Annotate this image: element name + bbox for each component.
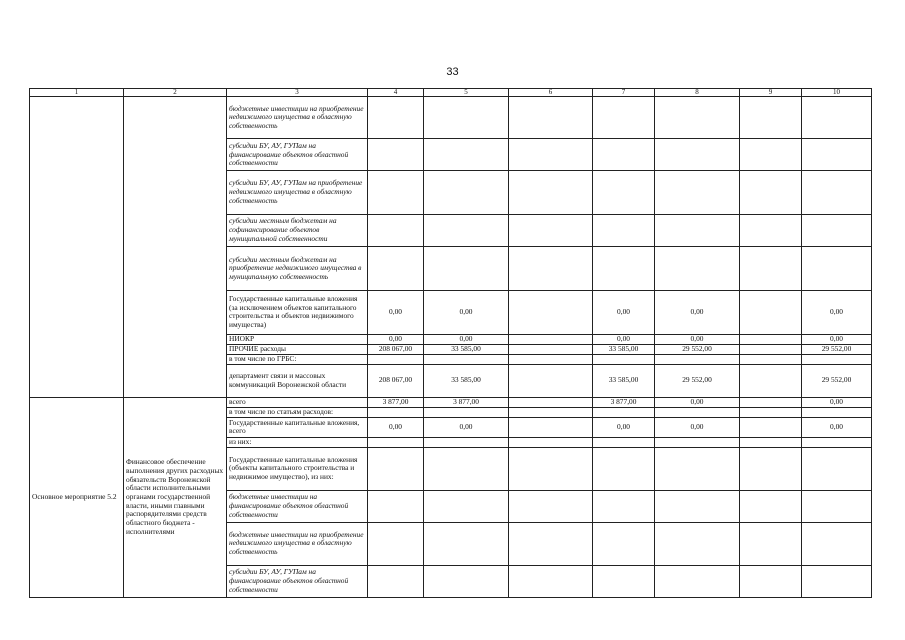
expense-item-cell: в том числе по ГРБС: — [227, 354, 368, 364]
expense-item-cell: Государственные капитальные вложения (за исключением объектов капитального строительства и объектов недвижимого имущества) — [227, 290, 368, 334]
value-cell — [655, 437, 740, 447]
value-cell — [509, 344, 593, 354]
column-header: 7 — [593, 89, 655, 97]
value-cell: 29 552,00 — [655, 344, 740, 354]
value-cell — [368, 97, 424, 139]
value-cell — [802, 97, 872, 139]
value-cell — [509, 522, 593, 565]
column-header: 6 — [509, 89, 593, 97]
value-cell — [593, 171, 655, 214]
value-cell — [740, 397, 802, 407]
value-cell: 3 877,00 — [424, 397, 509, 407]
value-cell: 0,00 — [424, 290, 509, 334]
value-cell: 33 585,00 — [424, 364, 509, 397]
value-cell — [655, 97, 740, 139]
value-cell — [509, 408, 593, 418]
expense-item-cell: НИОКР — [227, 334, 368, 344]
value-cell — [368, 490, 424, 522]
value-cell — [424, 354, 509, 364]
expense-item-cell: бюджетные инвестиции на финансирование объектов областной собственности — [227, 490, 368, 522]
measure-name-cell: Основное мероприятие 5.2 — [30, 397, 124, 597]
value-cell — [802, 437, 872, 447]
value-cell — [424, 139, 509, 171]
value-cell — [509, 97, 593, 139]
expense-item-cell: из них: — [227, 437, 368, 447]
value-cell — [655, 214, 740, 247]
value-cell: 0,00 — [424, 418, 509, 438]
value-cell — [368, 447, 424, 490]
value-cell: 0,00 — [655, 397, 740, 407]
value-cell — [740, 437, 802, 447]
value-cell — [593, 408, 655, 418]
value-cell — [368, 139, 424, 171]
value-cell — [509, 139, 593, 171]
value-cell — [802, 171, 872, 214]
value-cell — [593, 490, 655, 522]
expense-item-cell: субсидии БУ, АУ, ГУПам на приобретение недвижимого имущества в областную собственность — [227, 171, 368, 214]
value-cell: 0,00 — [368, 418, 424, 438]
expense-item-cell: субсидии местным бюджетам на приобретение недвижимого имущества в муниципальную собственность — [227, 247, 368, 290]
value-cell — [509, 290, 593, 334]
value-cell — [424, 447, 509, 490]
value-cell — [802, 214, 872, 247]
value-cell — [655, 447, 740, 490]
column-header: 2 — [124, 89, 227, 97]
expense-item-cell: субсидии БУ, АУ, ГУПам на финансирование объектов областной собственности — [227, 139, 368, 171]
value-cell — [740, 247, 802, 290]
column-header: 10 — [802, 89, 872, 97]
value-cell — [509, 364, 593, 397]
value-cell — [593, 437, 655, 447]
value-cell: 29 552,00 — [802, 344, 872, 354]
measure-description-cell: Финансовое обеспечение выполнения других расходных обязательств Воронежской области исполнительными органами государственной власти, иными главными распорядителями средств областного бюджета - исполнителями — [124, 397, 227, 597]
value-cell — [740, 214, 802, 247]
value-cell — [802, 408, 872, 418]
value-cell — [424, 247, 509, 290]
value-cell — [655, 171, 740, 214]
expense-item-cell: субсидии местным бюджетам на софинансирование объектов муниципальной собственности — [227, 214, 368, 247]
value-cell — [368, 247, 424, 290]
expense-item-cell: ПРОЧИЕ расходы — [227, 344, 368, 354]
value-cell: 0,00 — [593, 290, 655, 334]
value-cell — [740, 522, 802, 565]
value-cell — [368, 408, 424, 418]
column-header: 8 — [655, 89, 740, 97]
value-cell — [593, 447, 655, 490]
budget-table — [29, 88, 872, 598]
value-cell: 0,00 — [593, 334, 655, 344]
expense-item-cell: Государственные капитальные вложения (объекты капитального строительства и недвижимое имущество), из них: — [227, 447, 368, 490]
value-cell — [740, 418, 802, 438]
value-cell — [802, 247, 872, 290]
value-cell — [740, 408, 802, 418]
value-cell — [509, 447, 593, 490]
value-cell — [509, 247, 593, 290]
value-cell — [740, 334, 802, 344]
value-cell — [802, 490, 872, 522]
value-cell — [424, 437, 509, 447]
value-cell: 0,00 — [655, 418, 740, 438]
value-cell: 3 877,00 — [368, 397, 424, 407]
value-cell — [593, 247, 655, 290]
value-cell — [424, 565, 509, 597]
expense-item-cell: субсидии БУ, АУ, ГУПам на финансирование объектов областной собственности — [227, 565, 368, 597]
value-cell: 33 585,00 — [593, 364, 655, 397]
value-cell — [740, 344, 802, 354]
value-cell — [802, 565, 872, 597]
value-cell: 0,00 — [655, 334, 740, 344]
page-number: 33 — [446, 66, 459, 78]
expense-item-cell: Государственные капитальные вложения, всего — [227, 418, 368, 438]
value-cell — [509, 565, 593, 597]
value-cell — [740, 171, 802, 214]
expense-item-cell: бюджетные инвестиции на приобретение недвижимого имущества в областную собственность — [227, 97, 368, 139]
value-cell — [424, 214, 509, 247]
value-cell: 33 585,00 — [593, 344, 655, 354]
value-cell — [509, 397, 593, 407]
value-cell — [368, 354, 424, 364]
table-body — [30, 89, 872, 598]
value-cell — [593, 565, 655, 597]
expense-item-cell: в том числе по статьям расходов: — [227, 408, 368, 418]
value-cell: 0,00 — [593, 418, 655, 438]
value-cell — [802, 447, 872, 490]
value-cell: 0,00 — [802, 397, 872, 407]
value-cell — [593, 522, 655, 565]
value-cell: 33 585,00 — [424, 344, 509, 354]
value-cell — [509, 418, 593, 438]
value-cell: 208 067,00 — [368, 364, 424, 397]
column-header: 4 — [368, 89, 424, 97]
table-row — [30, 97, 872, 139]
value-cell: 208 067,00 — [368, 344, 424, 354]
value-cell: 0,00 — [424, 334, 509, 344]
value-cell: 0,00 — [368, 334, 424, 344]
expense-item-cell: департамент связи и массовых коммуникаций Воронежской области — [227, 364, 368, 397]
value-cell — [593, 214, 655, 247]
value-cell — [740, 364, 802, 397]
expense-item-cell: бюджетные инвестиции на приобретение недвижимого имущества в областную собственность — [227, 522, 368, 565]
value-cell — [368, 437, 424, 447]
value-cell — [655, 247, 740, 290]
value-cell: 0,00 — [802, 290, 872, 334]
value-cell — [740, 139, 802, 171]
column-header: 9 — [740, 89, 802, 97]
column-header: 1 — [30, 89, 124, 97]
column-header: 5 — [424, 89, 509, 97]
value-cell — [509, 437, 593, 447]
value-cell — [424, 408, 509, 418]
value-cell: 0,00 — [368, 290, 424, 334]
value-cell — [740, 354, 802, 364]
value-cell: 29 552,00 — [655, 364, 740, 397]
value-cell: 3 877,00 — [593, 397, 655, 407]
value-cell — [424, 490, 509, 522]
value-cell — [368, 522, 424, 565]
value-cell: 0,00 — [802, 334, 872, 344]
value-cell — [509, 171, 593, 214]
value-cell — [509, 334, 593, 344]
expense-item-cell: всего — [227, 397, 368, 407]
value-cell — [655, 408, 740, 418]
value-cell — [655, 565, 740, 597]
value-cell: 0,00 — [655, 290, 740, 334]
value-cell — [655, 354, 740, 364]
value-cell: 0,00 — [802, 418, 872, 438]
value-cell — [740, 565, 802, 597]
value-cell — [655, 490, 740, 522]
value-cell — [740, 97, 802, 139]
value-cell — [424, 97, 509, 139]
value-cell — [655, 139, 740, 171]
measure-name-cell — [30, 97, 124, 398]
value-cell — [802, 354, 872, 364]
value-cell — [740, 290, 802, 334]
value-cell — [593, 354, 655, 364]
measure-description-cell — [124, 97, 227, 398]
value-cell — [368, 171, 424, 214]
value-cell — [593, 139, 655, 171]
column-number-row — [30, 89, 872, 97]
table-row — [30, 397, 872, 407]
value-cell — [593, 97, 655, 139]
value-cell — [424, 171, 509, 214]
value-cell — [740, 447, 802, 490]
value-cell — [740, 490, 802, 522]
value-cell — [509, 214, 593, 247]
value-cell — [368, 214, 424, 247]
value-cell: 29 552,00 — [802, 364, 872, 397]
value-cell — [509, 354, 593, 364]
column-header: 3 — [227, 89, 368, 97]
value-cell — [802, 522, 872, 565]
value-cell — [655, 522, 740, 565]
value-cell — [509, 490, 593, 522]
value-cell — [368, 565, 424, 597]
value-cell — [424, 522, 509, 565]
value-cell — [802, 139, 872, 171]
